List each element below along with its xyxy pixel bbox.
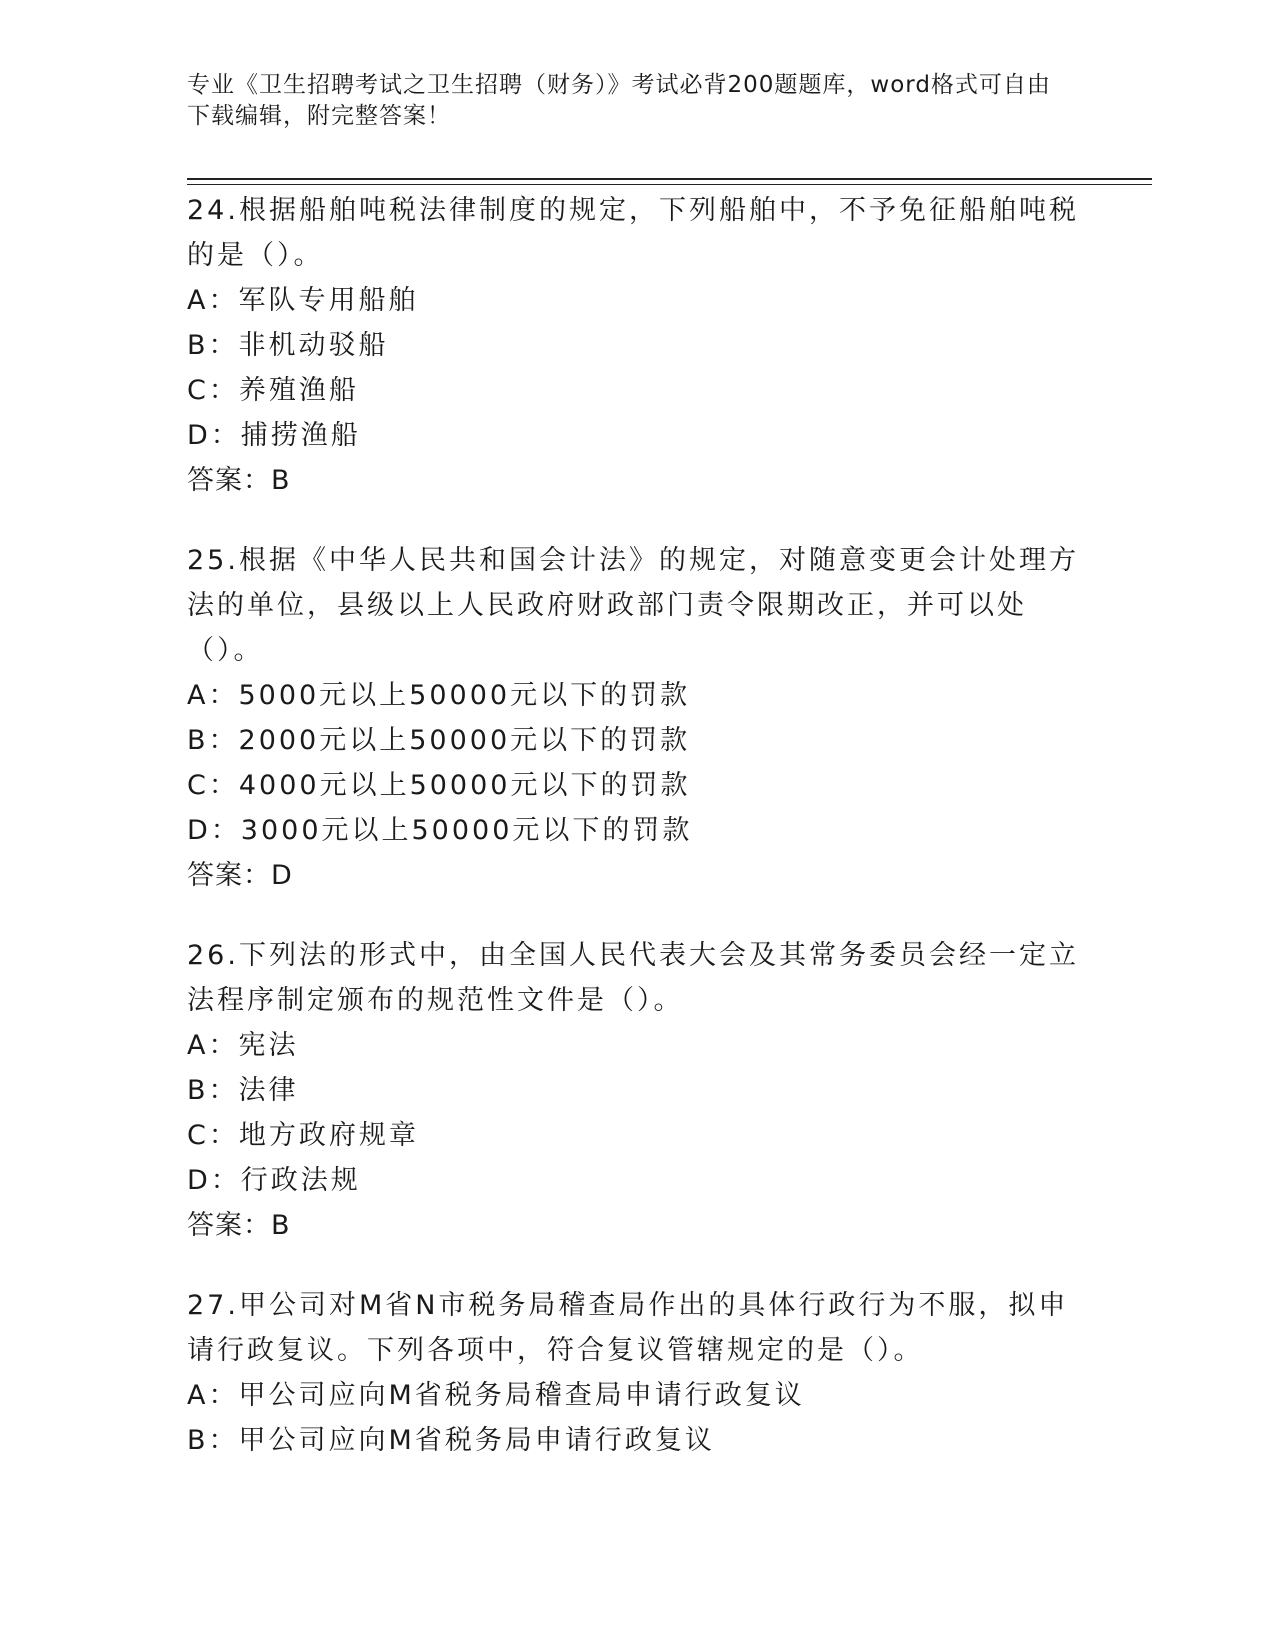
answer-line: 答案：B [187,465,291,496]
question-26 [187,933,1087,1248]
answer-line: 答案：D [187,860,293,891]
option-b: B：2000元以上50000元以下的罚款 [187,725,691,756]
question-list [187,188,1087,1498]
question-stem: 27.甲公司对M省N市税务局稽查局作出的具体行政行为不服，拟申请行政复议。下列各项中，符合复议管辖规定的是（）。 [187,1290,1069,1366]
question-stem: 25.根据《中华人民共和国会计法》的规定，对随意变更会计处理方法的单位，县级以上人民政府财政部门责令限期改正，并可以处（）。 [187,545,1079,666]
option-c: C：4000元以上50000元以下的罚款 [187,770,691,801]
question-25 [187,538,1087,898]
option-a: A：宪法 [187,1030,299,1061]
header-divider-thin [187,184,1152,185]
option-c: C：养殖渔船 [187,375,359,406]
option-a: A：5000元以上50000元以下的罚款 [187,680,691,711]
question-24 [187,188,1087,503]
option-d: D：捕捞渔船 [187,420,361,451]
header-divider-thick [187,178,1152,180]
option-d: D：3000元以上50000元以下的罚款 [187,815,693,846]
option-b: B：甲公司应向M省税务局申请行政复议 [187,1425,715,1456]
option-b: B：非机动驳船 [187,330,389,361]
answer-line: 答案：B [187,1210,291,1241]
question-stem: 26.下列法的形式中，由全国人民代表大会及其常务委员会经一定立法程序制定颁布的规范性文件是（）。 [187,940,1079,1016]
option-a: A：军队专用船舶 [187,285,419,316]
option-c: C：地方政府规章 [187,1120,419,1151]
document-header: 专业《卫生招聘考试之卫生招聘（财务）》考试必背200题题库，word格式可自由下载编辑，附完整答案！ [187,72,1051,129]
question-27 [187,1283,1087,1463]
option-b: B：法律 [187,1075,299,1106]
option-d: D：行政法规 [187,1165,361,1196]
option-a: A：甲公司应向M省税务局稽查局申请行政复议 [187,1380,805,1411]
question-stem: 24.根据船舶吨税法律制度的规定，下列船舶中，不予免征船舶吨税的是（）。 [187,195,1079,271]
